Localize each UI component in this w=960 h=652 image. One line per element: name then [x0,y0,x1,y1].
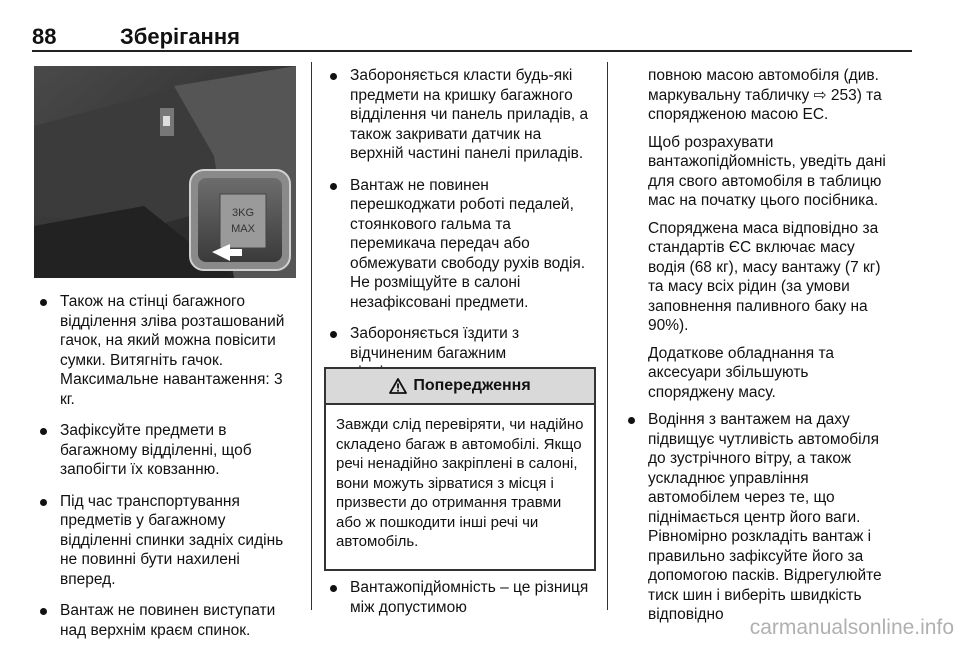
paragraph: повною масою автомобіля (див. маркувальну табличку ⇨ 253) та спорядженою масою ЕС. [648,67,882,123]
trunk-hook-illustration [34,66,296,278]
trunk-hook-photo [34,66,296,278]
list-item: Під час транспортування предметів у багажному відділенні спинки задніх сидінь не повинні бути нахилені вперед. [34,492,296,590]
column-2 [324,66,594,395]
warning-header [326,369,594,405]
list-item: Також на стінці багажного відділення зліва розташований гачок, на який можна повісити сумки. Витягніть гачок. Максимальне навантаження: 3 кг. [34,292,296,409]
page-header [32,10,912,50]
list-item: Вантажопідйомність – це різниця між допустимою [324,578,594,617]
list-item: Вантаж не повинен виступати над верхнім краєм спинок. [34,601,296,640]
list-item: Зафіксуйте предмети в багажному відділенні, щоб запобігти їх ковзанню. [34,421,296,480]
list-item: Вантаж не повинен перешкоджати роботі педалей, стоянкового гальма та перемикача передач або обмежувати свободу рухів водія. Не розміщуйте в салоні незафіксовані предмети. [324,176,594,313]
warning-box [324,367,596,571]
column-3 [622,66,892,637]
column-2-bottom [324,578,594,629]
column-divider-1 [311,62,312,610]
column-1 [34,292,296,652]
page-number: 88 [32,24,57,49]
warning-triangle-icon [389,378,407,394]
list-item: Забороняється їздити з відчиненим багажним [324,324,594,383]
list-item: Забороняється класти будь-які предмети на кришку багажного відділення чи панель приладів, а також закривати датчик на верхній частині панелі приладів. [324,66,594,164]
warning-title: Попередження [413,377,531,394]
col1-bullet-list [34,292,296,640]
paragraph: Додаткове обладнання та аксесуари збільшують споряджену масу. [648,344,834,401]
list-item: Водіння з вантажем на даху підвищує чутливість автомобіля до зустрічного вітру, а також ускладнює управління автомобілем через те, що піднімається центр його ваги. Рівномірно розкладіть вантаж і правильно зафіксуйте його за допомогою пасків. Відрегулюйте тиск шин і виберіть швидкість відповідно [622,410,892,625]
hook-label-max: MAX [231,223,255,235]
section-title: Зберігання [120,24,240,49]
watermark: carmanualsonline.info [749,616,954,639]
header-rule [32,50,912,52]
column-divider-2 [607,62,608,610]
warning-text: Завжди слід перевіряти, чи надійно складено багаж в автомобілі. Якщо речі ненадійно закріплені в салоні, вони можуть зірватися з місця і призвести до отримання травми або ж пошкодити інші речі чи автомобіль. [336,416,584,550]
col2-bottom-list [324,578,594,617]
paragraph: Щоб розрахувати вантажопідйомність, уведіть дані для свого автомобіля в таблицю мас на початку цього посібника. [648,133,886,209]
paragraph: Споряджена маса відповідно за стандартів ЄС включає масу водія (68 кг), масу вантажу (7 кг) та масу всіх рідин (за умови заповнення паливного баку на 90%). [648,219,881,334]
hook-label-3kg: 3KG [231,207,255,219]
col2-bullet-list [324,66,594,383]
col3-bullet-list [622,410,892,625]
